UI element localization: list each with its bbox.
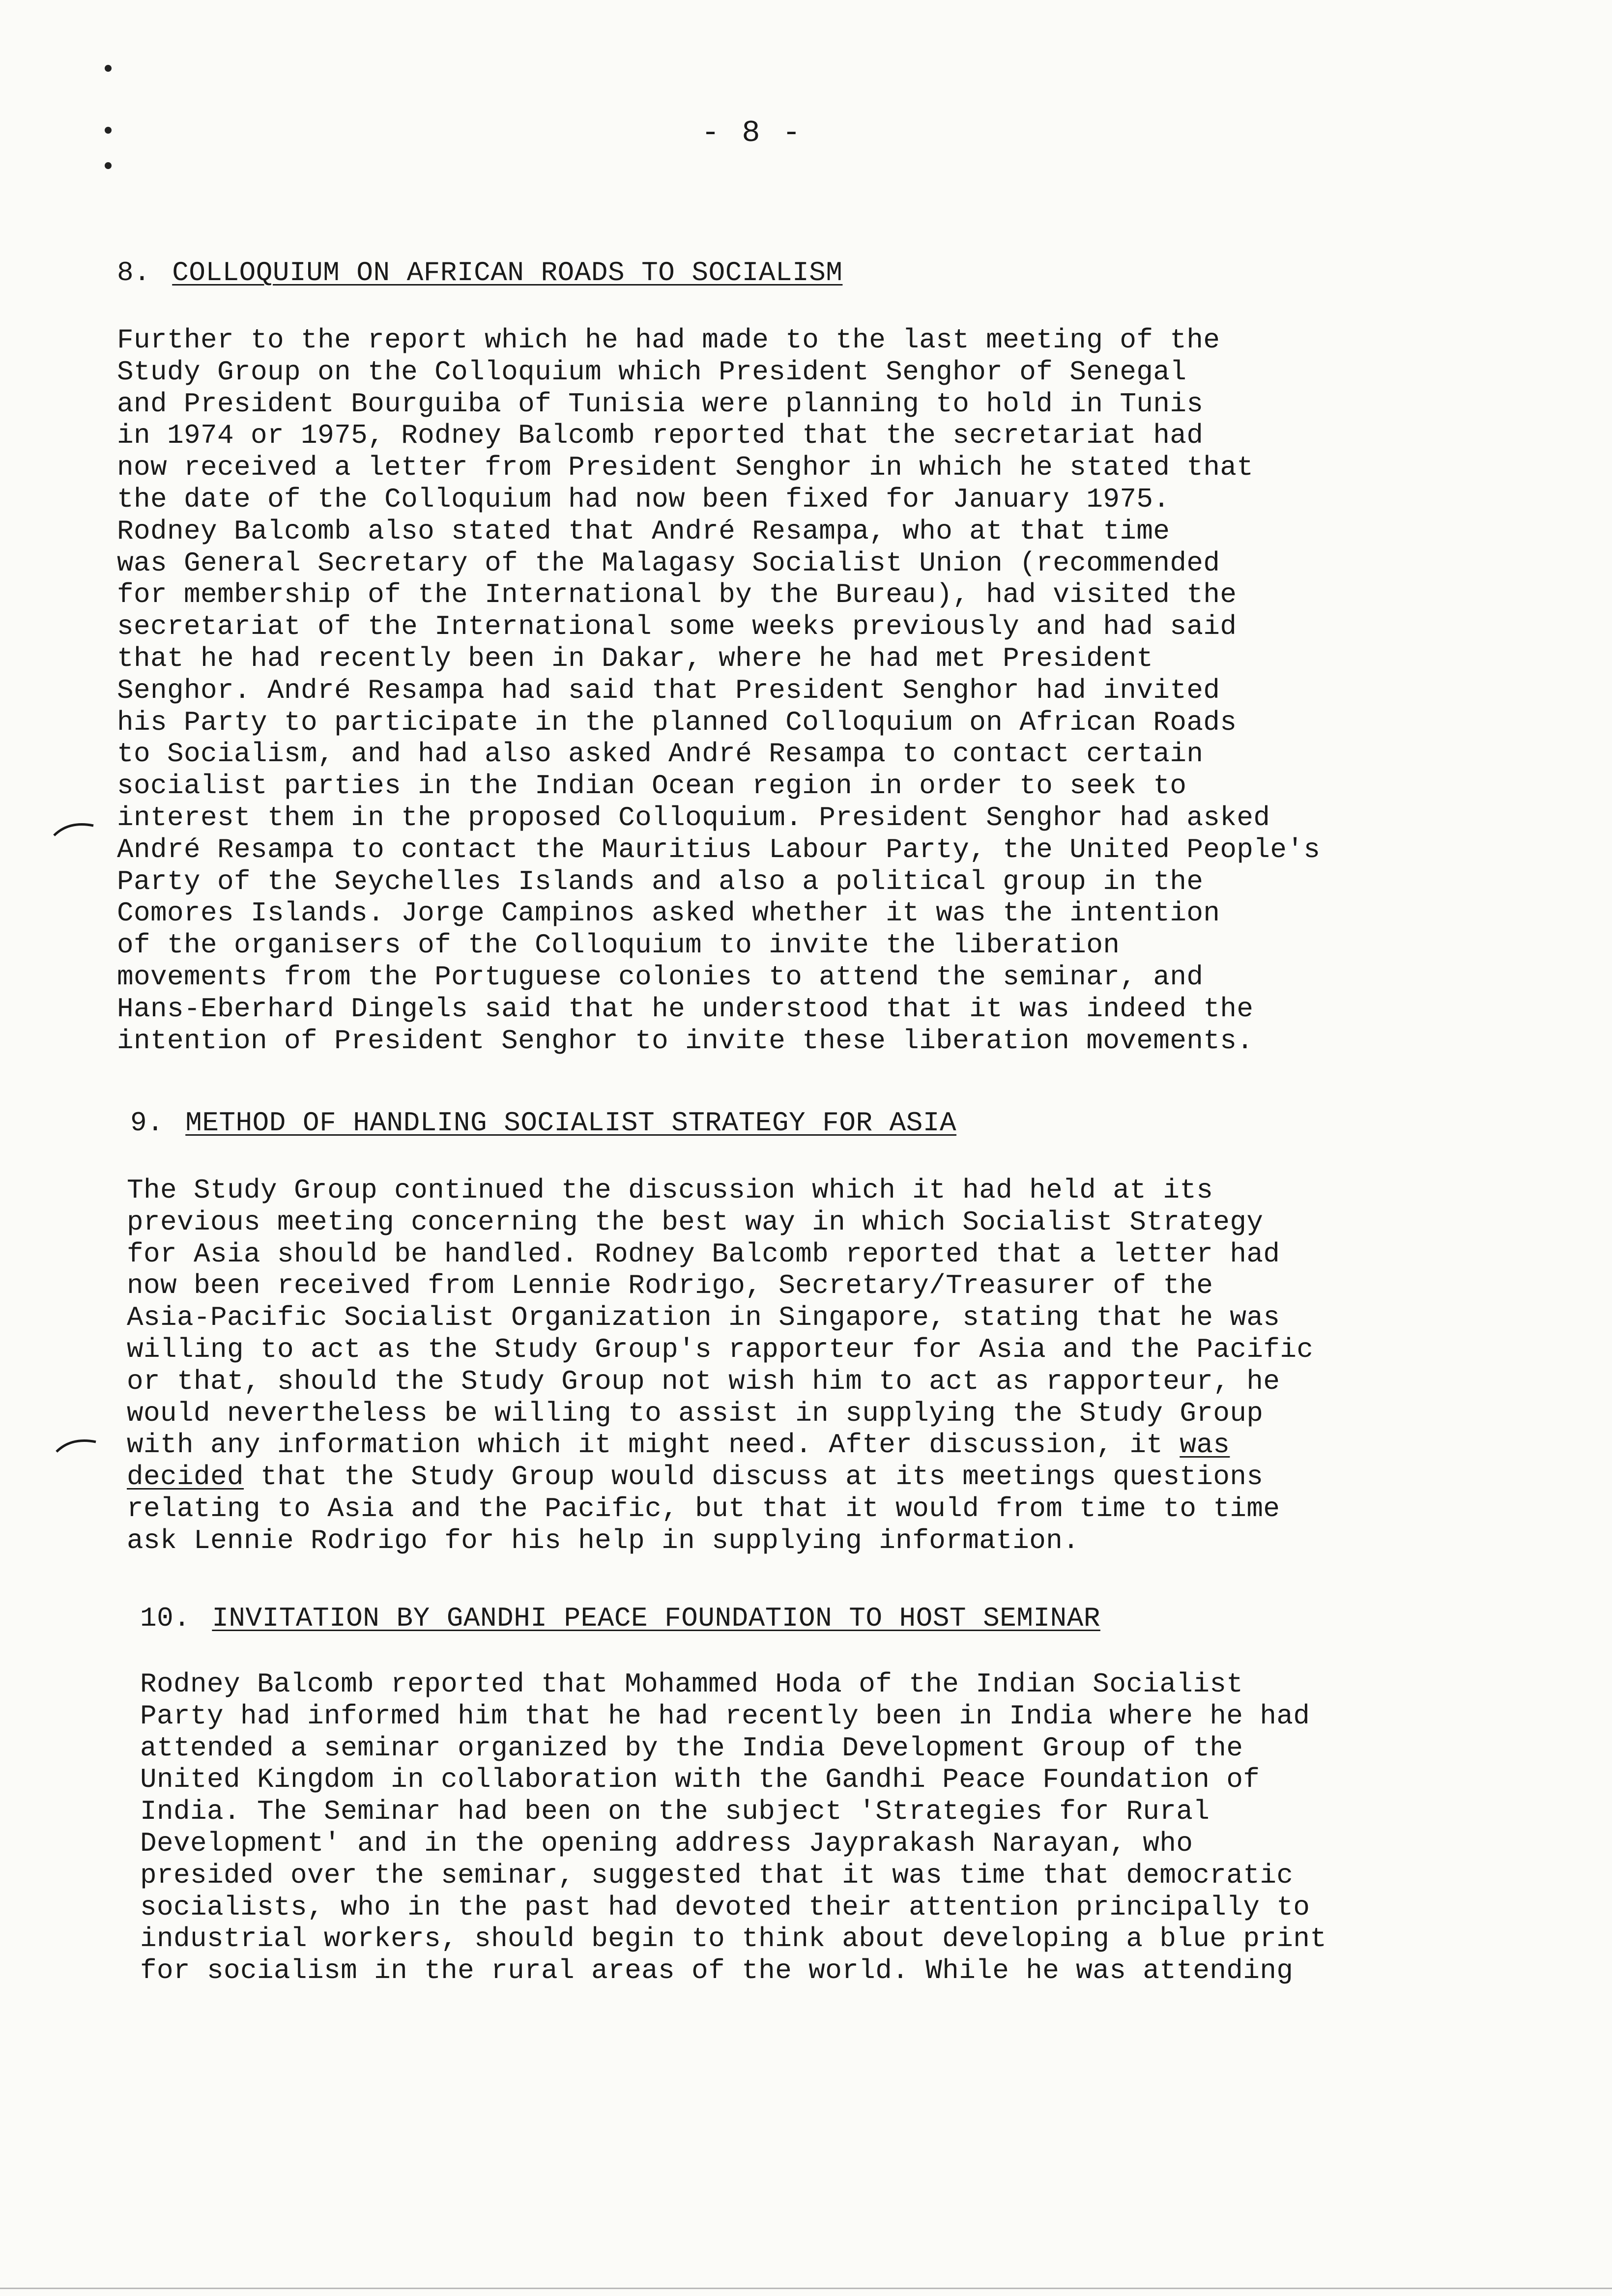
section-number: 9. (130, 1107, 164, 1139)
section-10-heading (140, 1601, 1100, 1636)
text-line: Further to the report which he had made to the last meeting of the (117, 324, 1220, 356)
text-line: for membership of the International by the Bureau), had visited the (117, 579, 1237, 611)
text-line: to Socialism, and had also asked André Resampa to contact certain (117, 738, 1204, 770)
section-title: METHOD OF HANDLING SOCIALIST STRATEGY FOR ASIA (185, 1107, 957, 1139)
text-line: Asia-Pacific Socialist Organization in Singapore, stating that he was (127, 1302, 1280, 1334)
section-9-paragraph (127, 1175, 1313, 1557)
text-line: now been received from Lennie Rodrigo, Secretary/Treasurer of the (127, 1270, 1213, 1302)
binder-dot (105, 127, 112, 134)
text-line: of the organisers of the Colloquium to invite the liberation (117, 929, 1120, 961)
text-line: would nevertheless be willing to assist in supplying the Study Group (127, 1397, 1264, 1429)
text-line: Hans-Eberhard Dingels said that he understood that it was indeed the (117, 993, 1254, 1025)
scan-bottom-edge (0, 2288, 1612, 2289)
text-line: socialist parties in the Indian Ocean region in order to seek to (117, 770, 1187, 802)
binder-dot (105, 162, 112, 169)
section-10-paragraph (140, 1668, 1326, 1987)
text-line: intention of President Senghor to invite these liberation movements. (117, 1025, 1254, 1057)
text-line (127, 1461, 1313, 1493)
text-line: Rodney Balcomb also stated that André Resampa, who at that time (117, 515, 1170, 547)
text-line: Rodney Balcomb reported that Mohammed Hoda of the Indian Socialist (140, 1668, 1243, 1700)
section-number: 8. (117, 257, 151, 288)
text-line: now received a letter from President Senghor in which he stated that (117, 452, 1254, 484)
text-line: Development' and in the opening address Jayprakash Narayan, who (140, 1827, 1193, 1859)
text-line: was General Secretary of the Malagasy Socialist Union (recommended (117, 547, 1220, 579)
text-line: his Party to participate in the planned Colloquium on African Roads (117, 706, 1237, 738)
margin-bracket-mark (54, 1436, 98, 1456)
section-8-heading (117, 256, 842, 290)
underlined-word: was (1180, 1429, 1230, 1461)
text-line: Party of the Seychelles Islands and also a political group in the (117, 865, 1204, 897)
text-line: Senghor. André Resampa had said that President Senghor had invited (117, 674, 1220, 706)
text-line: Party had informed him that he had recently been in India where he had (140, 1700, 1310, 1732)
text-line: ask Lennie Rodrigo for his help in supplying information. (127, 1524, 1080, 1556)
section-number: 10. (140, 1603, 191, 1634)
section-9-heading (130, 1106, 956, 1140)
underlined-word: decided (127, 1461, 244, 1493)
text-line: relating to Asia and the Pacific, but that it would from time to time (127, 1492, 1280, 1524)
text-line: attended a seminar organized by the India Development Group of the (140, 1732, 1243, 1764)
text-line: for socialism in the rural areas of the world. While he was attending (140, 1955, 1294, 1987)
page-number: - 8 - (701, 115, 803, 150)
text-line: Comores Islands. Jorge Campinos asked whether it was the intention (117, 897, 1220, 929)
text-line: previous meeting concerning the best way in which Socialist Strategy (127, 1206, 1264, 1238)
text-line: industrial workers, should begin to think about developing a blue print (140, 1923, 1327, 1955)
text-line: India. The Seminar had been on the subject 'Strategies for Rural (140, 1796, 1210, 1828)
text-line: The Study Group continued the discussion which it had held at its (127, 1175, 1213, 1206)
section-title: INVITATION BY GANDHI PEACE FOUNDATION TO HOST SEMINAR (212, 1603, 1100, 1634)
text-line: presided over the seminar, suggested that it was time that democratic (140, 1859, 1294, 1891)
text-line: willing to act as the Study Group's rapporteur for Asia and the Pacific (127, 1333, 1314, 1365)
text-line (127, 1429, 1313, 1461)
text-line: and President Bourguiba of Tunisia were planning to hold in Tunis (117, 388, 1204, 420)
text-line: the date of the Colloquium had now been fixed for January 1975. (117, 483, 1170, 515)
text-line: United Kingdom in collaboration with the Gandhi Peace Foundation of (140, 1764, 1260, 1796)
binder-dot (105, 65, 112, 72)
text-line: secretariat of the International some weeks previously and had said (117, 611, 1237, 643)
text-line: movements from the Portuguese colonies to attend the seminar, and (117, 961, 1204, 993)
margin-bracket-mark (52, 820, 96, 839)
text-segment: that the Study Group would discuss at its meetings questions (244, 1461, 1264, 1493)
text-line: interest them in the proposed Colloquium. President Senghor had asked (117, 802, 1270, 833)
text-line: Study Group on the Colloquium which President Senghor of Senegal (117, 356, 1187, 388)
text-line: or that, should the Study Group not wish him to act as rapporteur, he (127, 1365, 1280, 1397)
text-line: for Asia should be handled. Rodney Balcomb reported that a letter had (127, 1238, 1280, 1270)
text-segment: with any information which it might need. After discussion, it (127, 1429, 1180, 1461)
text-line: socialists, who in the past had devoted their attention principally to (140, 1891, 1310, 1923)
text-line: in 1974 or 1975, Rodney Balcomb reported that the secretariat had (117, 420, 1204, 452)
text-line: André Resampa to contact the Mauritius Labour Party, the United People's (117, 833, 1321, 865)
section-title: COLLOQUIUM ON AFRICAN ROADS TO SOCIALISM (172, 257, 843, 288)
text-line: that he had recently been in Dakar, where he had met President (117, 642, 1153, 674)
section-8-paragraph (117, 324, 1320, 1057)
